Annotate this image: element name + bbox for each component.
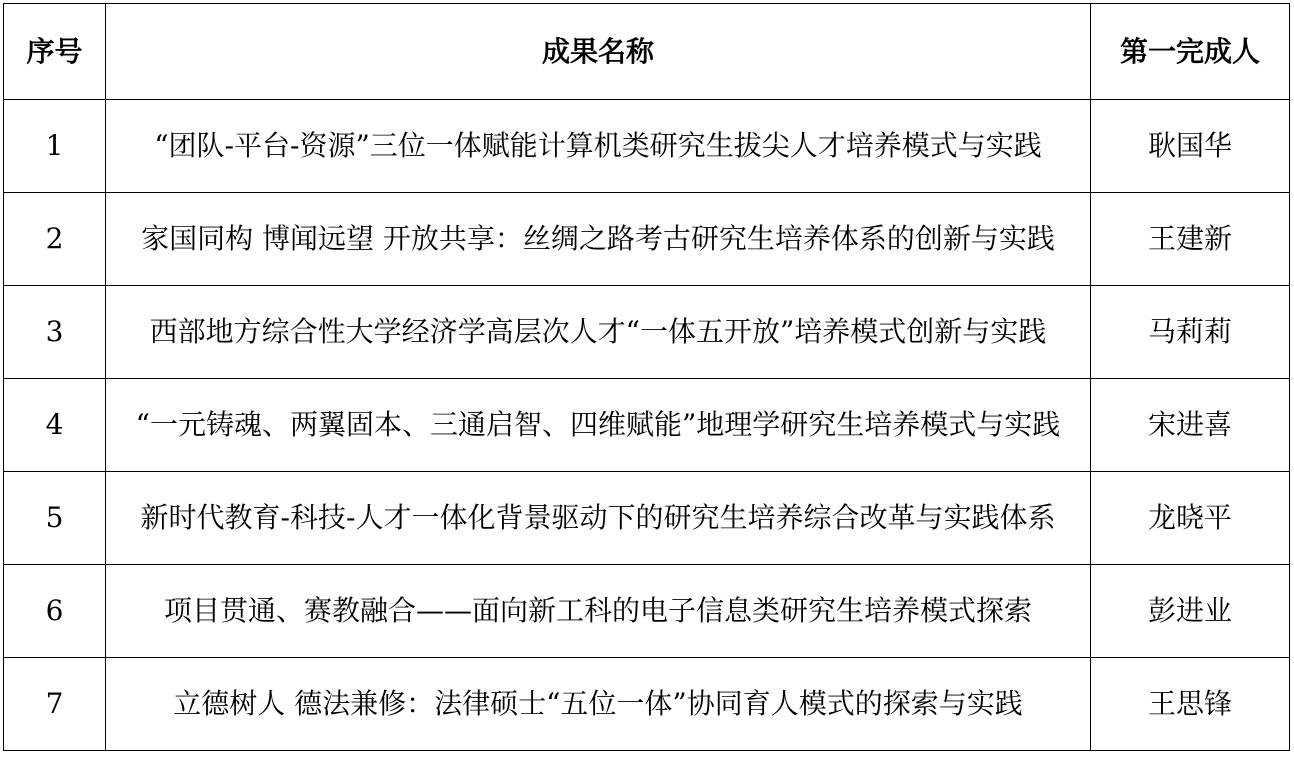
row-seq: 1 (4, 100, 106, 193)
table-row (4, 565, 1290, 658)
achievements-table (3, 3, 1290, 751)
table-header (4, 4, 1290, 100)
row-person: 马莉莉 (1091, 286, 1290, 379)
table-row (4, 286, 1290, 379)
row-seq: 7 (4, 658, 106, 751)
row-seq: 4 (4, 379, 106, 472)
header-person: 第一完成人 (1091, 4, 1290, 100)
table-row (4, 379, 1290, 472)
row-name: 项目贯通、赛教融合——面向新工科的电子信息类研究生培养模式探索 (106, 565, 1091, 658)
row-name: 立德树人 德法兼修：法律硕士“五位一体”协同育人模式的探索与实践 (106, 658, 1091, 751)
row-seq: 5 (4, 472, 106, 565)
row-seq: 3 (4, 286, 106, 379)
row-name: 家国同构 博闻远望 开放共享：丝绸之路考古研究生培养体系的创新与实践 (106, 193, 1091, 286)
row-seq: 6 (4, 565, 106, 658)
row-person: 龙晓平 (1091, 472, 1290, 565)
table-row (4, 100, 1290, 193)
row-person: 王思锋 (1091, 658, 1290, 751)
header-row (4, 4, 1290, 100)
row-name: “团队-平台-资源”三位一体赋能计算机类研究生拔尖人才培养模式与实践 (106, 100, 1091, 193)
row-seq: 2 (4, 193, 106, 286)
header-seq: 序号 (4, 4, 106, 100)
row-name: “一元铸魂、两翼固本、三通启智、四维赋能”地理学研究生培养模式与实践 (106, 379, 1091, 472)
row-name: 西部地方综合性大学经济学高层次人才“一体五开放”培养模式创新与实践 (106, 286, 1091, 379)
table-row (4, 658, 1290, 751)
table-body (4, 100, 1290, 751)
table-row (4, 472, 1290, 565)
row-person: 宋进喜 (1091, 379, 1290, 472)
row-person: 王建新 (1091, 193, 1290, 286)
row-person: 彭进业 (1091, 565, 1290, 658)
row-person: 耿国华 (1091, 100, 1290, 193)
row-name: 新时代教育-科技-人才一体化背景驱动下的研究生培养综合改革与实践体系 (106, 472, 1091, 565)
table-row (4, 193, 1290, 286)
header-name: 成果名称 (106, 4, 1091, 100)
